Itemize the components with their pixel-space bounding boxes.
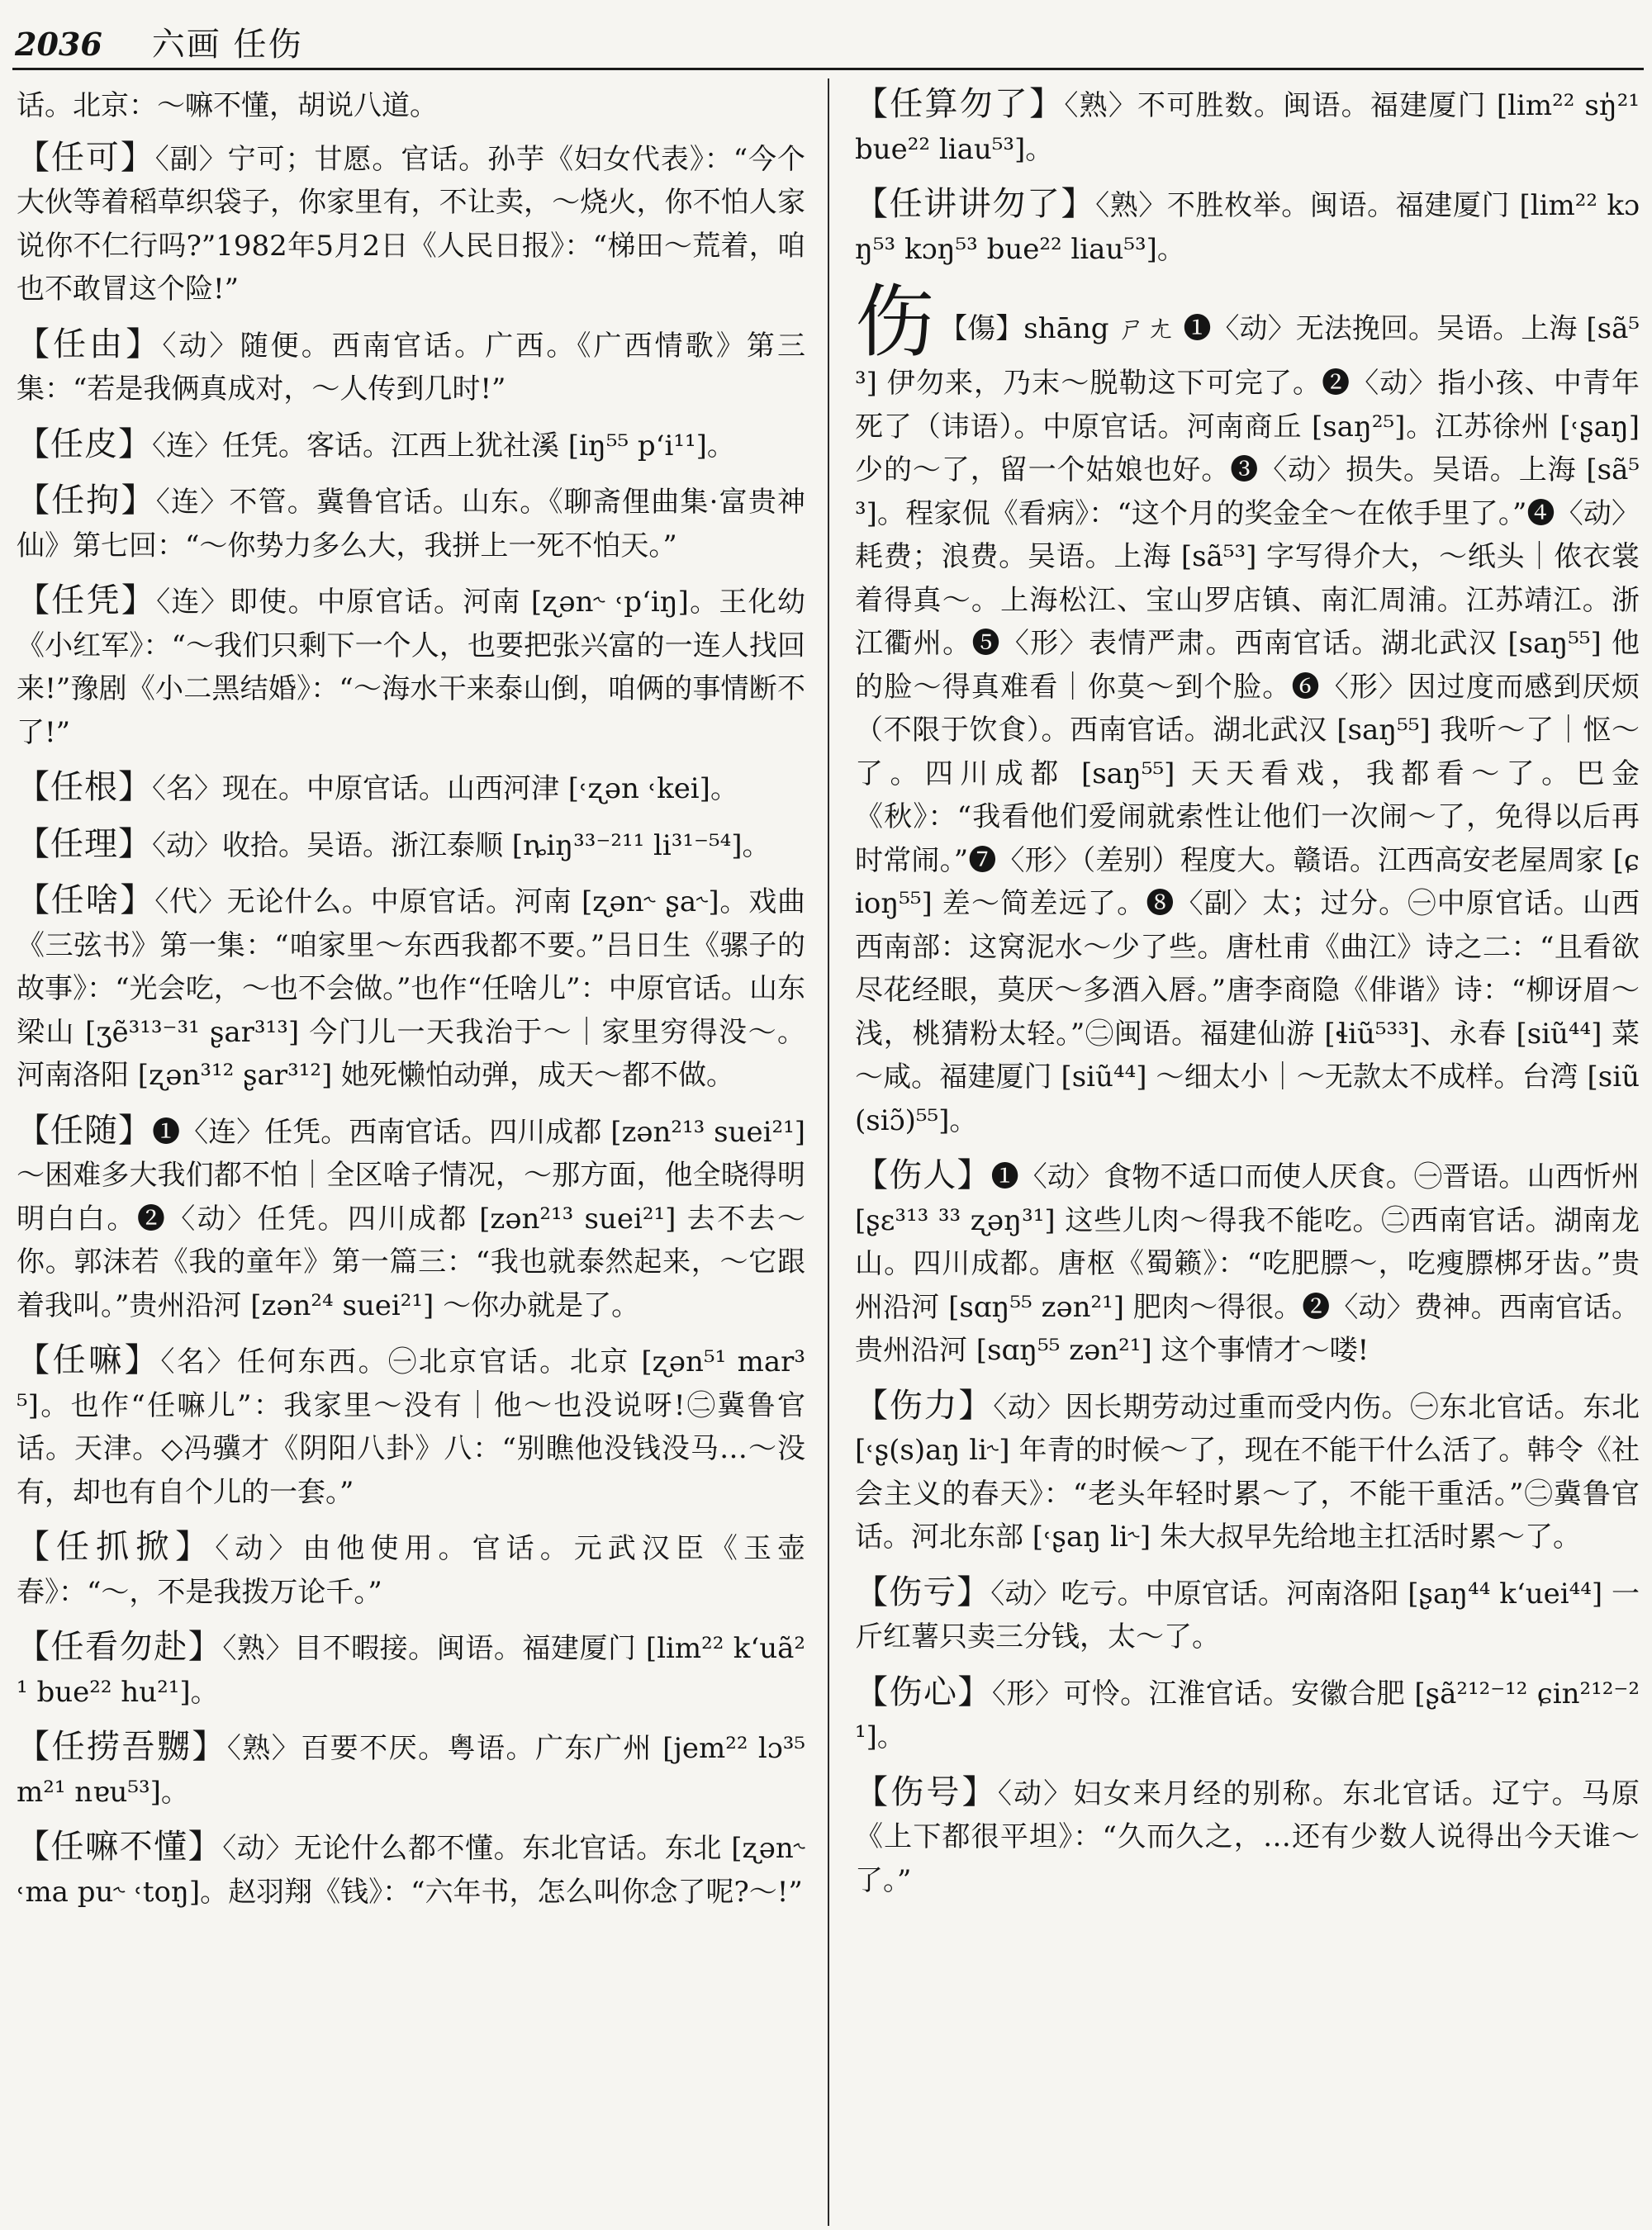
entry-headword: 【任随】 [17,1111,153,1150]
entry-text: 〈名〉现在。中原官话。山西河津 [˓ʐən ˓kei]。 [152,772,738,805]
entry-text: 〈动〉吃亏。中原官话。河南洛阳 [ʂaŋ⁴⁴ k‘uei⁴⁴] 一斤红薯只卖三分钱，太～了。 [855,1577,1640,1654]
entry-headword: 【任皮】 [17,425,152,463]
left-column [17,83,805,1925]
dictionary-entry [855,83,1640,171]
entry-text: 〈名〉任何东西。㊀北京官话。北京 [ʐən⁵¹ mar³⁵]。也作“任嘛儿”：我家里～没有｜他～也没说呀!㊁冀鲁官话。天津。◇冯骥才《阴阳八卦》八：“别瞧他没钱没马…～没有，却也有自个儿的一套。” [17,1345,805,1509]
entry-text: 〈副〉宁可；甘愿。官话。孙芋《妇女代表》：“今个大伙等着稻草织袋子，你家里有，不让卖，～烧火，你不怕人家说你不仁行吗?”1982年5月2日《人民日报》：“梯田～荒着，咱也不敢冒这个险!” [17,142,805,306]
entry-text: 〈形〉可怜。江淮官话。安徽合肥 [ʂã²¹²⁻¹² ɕin²¹²⁻²¹]。 [855,1677,1640,1753]
entry-headword: 【任拘】 [17,482,156,520]
entry-headword: 【任看勿赴】 [17,1628,223,1666]
dictionary-entry [855,1771,1640,1903]
entry-headword: 【任算勿了】 [855,85,1065,123]
page-number: 2036 [15,26,102,63]
entry-headword: 【任由】 [17,325,163,363]
entry-text: 〈动〉妇女来月经的别称。东北官话。辽宁。马原《上下都很平坦》：“久而久之，…还有少数人说得出今天谁～了。” [855,1777,1640,1897]
dictionary-entry [855,1154,1640,1373]
dictionary-entry [17,423,805,468]
header-rule [12,68,1644,70]
entry-text: 〈熟〉目不暇接。闽语。福建厦门 [lim²² k‘uã²¹ bue²² hu²¹]。 [17,1632,806,1709]
dictionary-entry [17,1339,805,1514]
dictionary-entry [855,1671,1640,1759]
dictionary-entry [17,1725,805,1814]
entry-text: 〈代〉无论什么。中原官话。河南 [ʐən˞ ʂa˞]。戏曲《三弦书》第一集：“咱家里～东西我都不要。”吕日生《骡子的故事》：“光会吃，～也不会做。”也作“任啥儿”：中原官话。山东梁山 [ʒẽ³¹³⁻³¹ ʂar³¹³] 今门儿一天我治于～｜家里穷得没～。河南洛阳 [ʐən³¹² ʂar³¹²] 她死懒怕动弹，成天～都不做。 [17,885,806,1092]
entry-headword: 【伤人】 [855,1156,991,1194]
entry-headword: 【伤亏】 [855,1573,991,1611]
entry-headword: 【任可】 [17,138,155,177]
dictionary-entry [855,183,1640,271]
dictionary-entry [17,766,805,811]
entry-text: ❶〈连〉任凭。西南官话。四川成都 [zən²¹³ suei²¹] ～困难多大我们都不怕｜全区啥子情况，～那方面，他全晓得明明白白。❷〈动〉任凭。四川成都 [zən²¹³ suei²¹] 去不去～你。郭沫若《我的童年》第一篇三：“我也就泰然起来，～它跟着我叫。”贵州沿河 [zən²⁴ suei²¹] ～你办就是了。 [17,1115,805,1322]
dictionary-entry [855,1384,1640,1559]
entry-text: 〈动〉随便。西南官话。广西。《广西情歌》第三集：“若是我俩真成对，～人传到几时!” [17,329,806,406]
entry-headword: 【任凭】 [17,581,157,619]
entry-text: ❶〈动〉食物不适口而使人厌食。㊀晋语。山西忻州 [ʂɛ³¹³ ³³ ʐəŋ³¹] 这些儿肉～得我不能吃。㊁西南官话。湖南龙山。四川成都。唐枢《蜀籁》：“吃肥膘～，吃瘦膘梆牙齿。”贵州沿河 [sɑŋ⁵⁵ zən²¹] 肥肉～得很。❷〈动〉费神。西南官话。贵州沿河 [sɑŋ⁵⁵ zən²¹] 这个事情才～喽! [855,1160,1640,1367]
entry-text: 〈连〉任凭。客话。江西上犹社溪 [iŋ⁵⁵ p‘i¹¹]。 [152,429,735,463]
dictionary-entry [17,83,805,128]
main-headword: 伤 [855,276,935,368]
dictionary-entry [17,1625,805,1714]
entry-text: 〈熟〉百要不厌。粤语。广东广州 [jem²² lɔ³⁵ m²¹ nɐu⁵³]。 [17,1732,805,1809]
dictionary-entry [17,479,805,567]
dictionary-entry-main [855,276,1640,1142]
entry-headword: 【任嘛】 [17,1341,161,1379]
dictionary-entry [17,823,805,868]
entry-headword: 【任嘛不懂】 [17,1828,223,1866]
entry-text: 〈动〉无论什么都不懂。东北官话。东北 [ʐən˞ ˓ma pu˞ ˓toŋ]。赵羽翔《钱》：“六年书，怎么叫你念了呢?～!” [17,1832,805,1909]
entry-headword: 【任抓掀】 [17,1528,216,1566]
dictionary-entry [17,323,805,411]
entry-headword: 【任啥】 [17,881,155,919]
entry-text: 【傷】shāng ㄕㄤ ❶〈动〉无法挽回。吴语。上海 [sã⁵³] 伊勿来，乃末～脱勒这下可完了。❷〈动〉指小孩、中青年死了（讳语）。中原官话。河南商丘 [saŋ²⁵]。江苏徐州 [˓ʂaŋ] 少的～了，留一个姑娘也好。❸〈动〉损失。吴语。上海 [sã⁵³]。程家侃《看病》：“这个月的奖金全～在侬手里了。”❹〈动〉耗费；浪费。吴语。上海 [sã⁵³] 字写得介大，～纸头｜侬衣裳着得真～。上海松江、宝山罗店镇、南汇周浦。江苏靖江。浙江衢州。❺〈形〉表情严肃。西南官话。湖北武汉 [saŋ⁵⁵] 他的脸～得真难看｜你莫～到个脸。❻〈形〉因过度而感到厌烦（不限于饮食）。西南官话。湖北武汉 [saŋ⁵⁵] 我听～了｜怄～了。四川成都 [saŋ⁵⁵] 天天看戏，我都看～了。巴金《秋》：“我看他们爱闹就索性让他们一次闹～了，免得以后再时常闹。”❼〈形〉（差别）程度大。赣语。江西高安老屋周家 [ɕioŋ⁵⁵] 差～简差远了。❽〈副〉太；过分。㊀中原官话。山西西南部：这窝泥水～少了些。唐杜甫《曲江》诗之二：“且看欲尽花经眼，莫厌～多酒入唇。”唐李商隐《俳谐》诗：“柳讶眉～浅，桃猜粉太轻。”㊁闽语。福建仙游 [ɬiũ⁵³³]、永春 [siũ⁴⁴] 菜～咸。福建厦门 [siũ⁴⁴] ～细太小｜～无款太不成样。台湾 [siũ(siɔ̃)⁵⁵]。 [855,312,1640,1137]
right-column [855,83,1640,1914]
entry-headword: 【任理】 [17,824,152,863]
entry-text: 〈动〉由他使用。官话。元武汉臣《玉壶春》：“～，不是我拨万论千。” [17,1532,806,1609]
running-head: 六画 任伤 [151,26,303,64]
entry-text: 话。北京：～嘛不懂，胡说八道。 [17,89,438,122]
dictionary-entry [17,879,805,1098]
entry-text: 〈熟〉不胜枚举。闽语。福建厦门 [lim²² kɔŋ⁵³ kɔŋ⁵³ bue²² liau⁵³]。 [855,189,1640,266]
entry-headword: 【伤心】 [855,1672,992,1711]
entry-text: 〈动〉因长期劳动过重而受内伤。㊀东北官话。东北 [˓ʂ(s)aŋ li˞] 年青的时候～了，现在不能干什么活了。韩令《社会主义的春天》：“老头年轻时累～了，不能干重活。”㊁冀鲁官话。河北东部 [˓ʂaŋ li˞] 朱大叔早先给地主扛活时累～了。 [855,1390,1640,1554]
dictionary-entry [17,579,805,754]
dictionary-entry [855,1571,1640,1659]
entry-text: 〈动〉收拾。吴语。浙江泰顺 [ȵiŋ³³⁻²¹¹ li³¹⁻⁵⁴]。 [152,828,771,862]
dictionary-entry [17,1825,805,1914]
column-divider [828,78,829,2226]
entry-headword: 【伤号】 [855,1772,998,1811]
dictionary-entry [17,136,805,311]
dictionary-entry [17,1525,805,1614]
dictionary-entry [17,1109,805,1328]
entry-headword: 【伤力】 [855,1386,994,1425]
entry-text: 〈熟〉不可胜数。闽语。福建厦门 [lim²² sŋ̍²¹ bue²² liau⁵³]。 [855,89,1640,166]
entry-text: 〈连〉即使。中原官话。河南 [ʐən˞ ˓p‘iŋ]。王化幼《小红军》：“～我们只剩下一个人，也要把张兴富的一连人找回来!”豫剧《小二黑结婚》：“～海水干来泰山倒，咱俩的事情断不了!” [17,586,805,749]
entry-headword: 【任捞吾嬲】 [17,1728,227,1766]
entry-text: 〈连〉不管。冀鲁官话。山东。《聊斋俚曲集·富贵神仙》第七回：“～你势力多么大，我拼上一死不怕天。” [17,486,806,562]
entry-headword: 【任讲讲勿了】 [855,185,1096,223]
entry-headword: 【任根】 [17,768,152,806]
